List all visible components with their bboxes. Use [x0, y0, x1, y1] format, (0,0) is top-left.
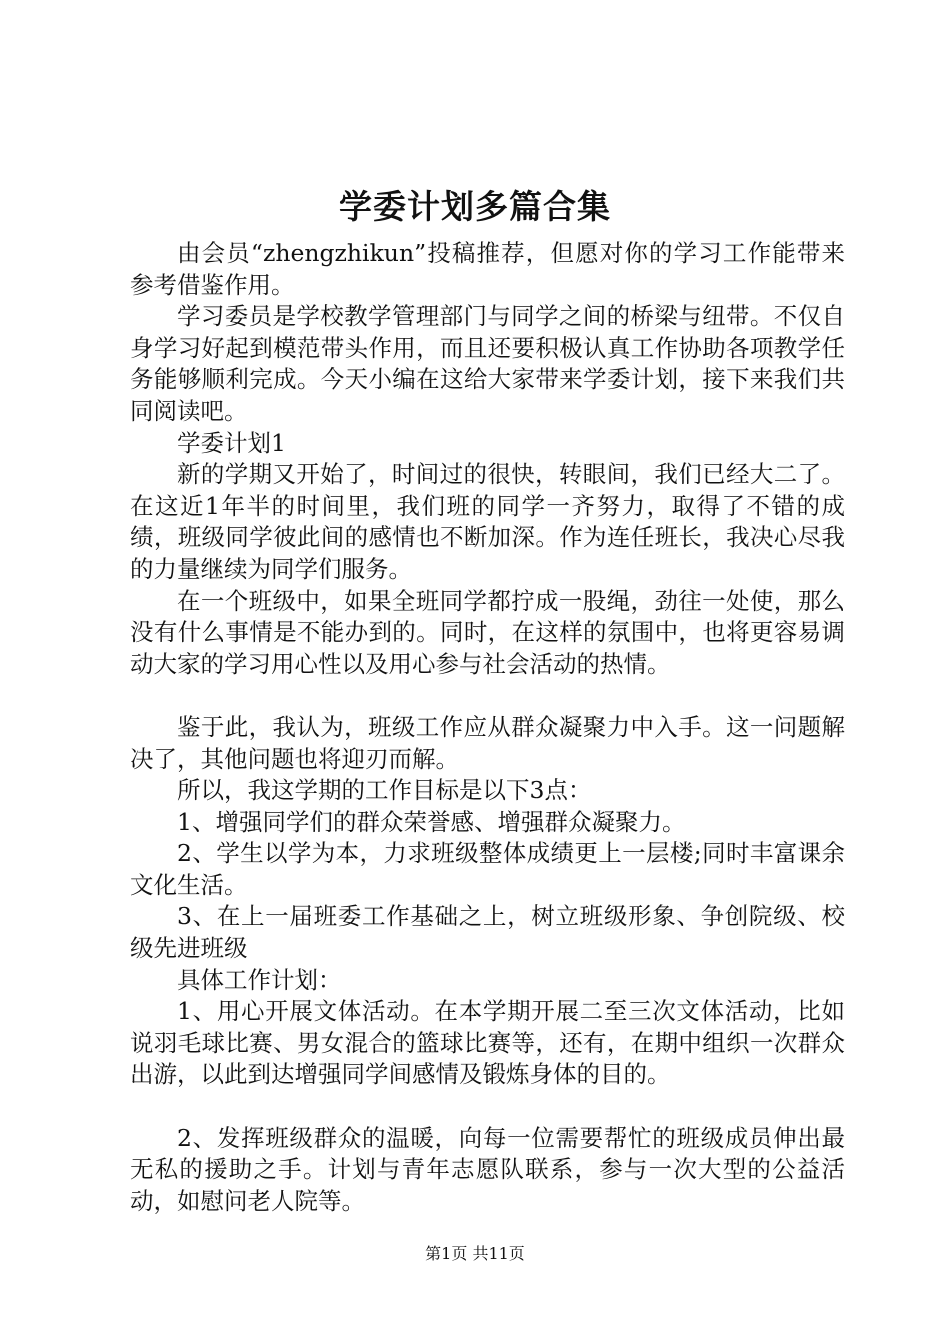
body-paragraph: 鉴于此，我认为，班级工作应从群众凝聚力中入手。这一问题解决了，其他问题也将迎刃而解。	[130, 712, 845, 773]
body-paragraph: 所以，我这学期的工作目标是以下3点：	[177, 776, 592, 805]
intro-paragraph: 由会员“zhengzhikun”投稿推荐，但愿对你的学习工作能带来参考借鉴作用。	[130, 239, 845, 299]
goal-item: 3、在上一届班委工作基础之上，树立班级形象、争创院级、校级先进班级	[130, 902, 845, 963]
description-paragraph: 学习委员是学校教学管理部门与同学之间的桥梁与纽带。不仅自身学习好起到模范带头作用，而且还要积极认真工作协助各项教学任务能够顺利完成。今天小编在这给大家带来学委计划，接下来我们共同阅读吧。	[130, 302, 845, 425]
goal-item: 1、增强同学们的群众荣誉感、增强群众凝聚力。	[177, 807, 686, 836]
paragraph-gap	[130, 680, 845, 712]
document-body	[130, 238, 845, 1217]
section-heading: 学委计划1	[177, 428, 286, 457]
plan-item: 2、发挥班级群众的温暖，向每一位需要帮忙的班级成员伸出最无私的援助之手。计划与青年志愿队联系，参与一次大型的公益活动，如慰问老人院等。	[130, 1123, 845, 1215]
body-paragraph: 在一个班级中，如果全班同学都拧成一股绳，劲往一处使，那么没有什么事情是不能办到的。同时，在这样的氛围中，也将更容易调动大家的学习用心性以及用心参与社会活动的热情。	[130, 586, 845, 678]
document-title: 学委计划多篇合集	[339, 187, 611, 226]
page-number: 第1页 共11页	[425, 1244, 525, 1263]
plan-heading: 具体工作计划：	[177, 965, 342, 994]
body-paragraph: 新的学期又开始了，时间过的很快，转眼间，我们已经大二了。在这近1年半的时间里，我们班的同学一齐努力，取得了不错的成绩，班级同学彼此间的感情也不断加深。作为连任班长，我决心尽我的力量继续为同学们服务。	[130, 460, 845, 583]
paragraph-gap	[130, 1091, 845, 1123]
plan-item: 1、用心开展文体活动。在本学期开展二至三次文体活动，比如说羽毛球比赛、男女混合的篮球比赛等，还有，在期中组织一次群众出游，以此到达增强同学间感情及锻炼身体的目的。	[130, 997, 845, 1089]
goal-item: 2、学生以学为本，力求班级整体成绩更上一层楼;同时丰富课余文化生活。	[130, 839, 845, 899]
